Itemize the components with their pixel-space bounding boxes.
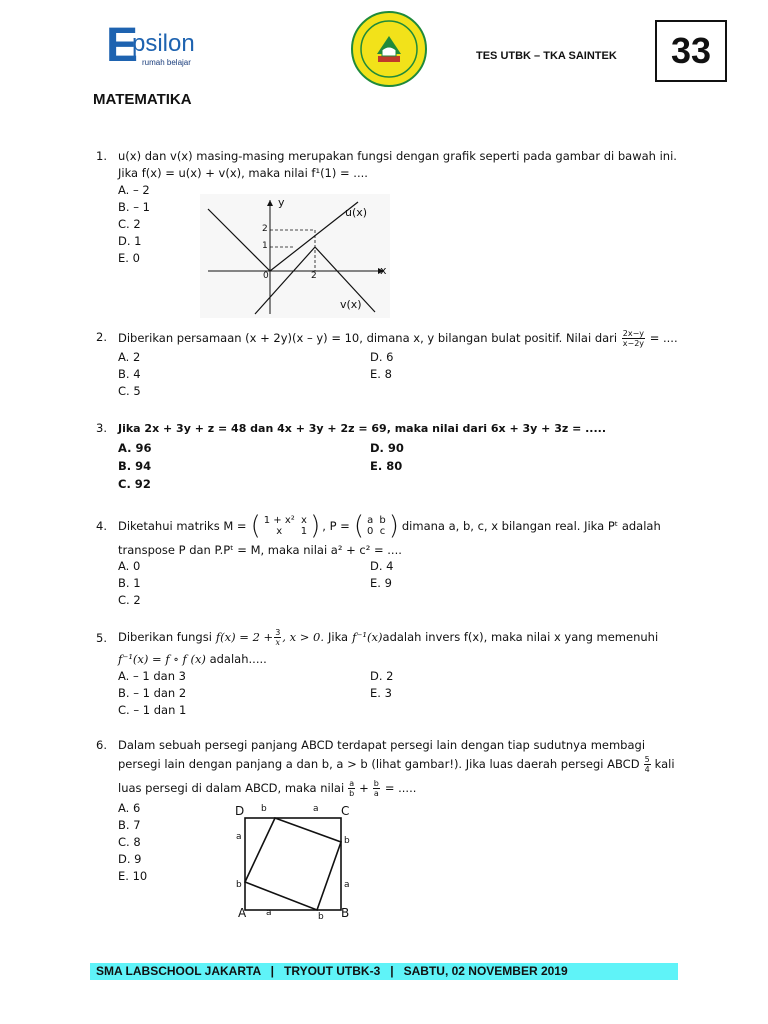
subject-heading: MATEMATIKA: [93, 91, 192, 108]
q1-text-line1: u(x) dan v(x) masing-masing merupakan fungsi dengan grafik seperti pada gambar di bawah ini.: [118, 149, 677, 163]
q4-text-part2: , P =: [322, 518, 350, 533]
q1-graph-xtick-2: 2: [311, 271, 317, 281]
q6-ratio-num: 5: [644, 754, 650, 764]
q5-text-part1: Diberikan fungsi: [118, 629, 212, 644]
q4-text-part3: dimana a, b, c, x bilangan real. Jika Pᵗ adalah: [401, 518, 661, 533]
matrix-m-22: 1: [300, 526, 308, 537]
q2-text-main: Diberikan persamaan (x + 2y)(x – y) = 10, dimana x, y bilangan bulat positif. Nilai dari: [118, 331, 618, 345]
q6-frac-b-a-den: a: [373, 788, 379, 798]
q6-vertex-c: C: [341, 804, 350, 818]
q2-option-b: B. 4: [118, 367, 141, 381]
q5-function-fraction-num: 3: [275, 627, 281, 637]
q1-option-c: C. 2: [118, 217, 141, 231]
q4-text-line2: transpose P dan P.Pᵗ = M, maka nilai a² + c² = ....: [118, 543, 402, 557]
q1-graph-y-label: y: [278, 196, 285, 209]
q6-text-line3: [118, 776, 416, 800]
q6-side-a-top: a: [313, 804, 319, 814]
q1-option-b: B. – 1: [118, 200, 150, 214]
q1-graph: [200, 194, 390, 318]
brand-logo-e: E: [106, 19, 139, 72]
q3-option-b: B. 94: [118, 459, 152, 473]
q2-option-e: E. 8: [370, 367, 392, 381]
q5-text-line1: [118, 624, 658, 650]
q5-function-condition: , x > 0.: [282, 629, 325, 644]
q5-option-b: B. – 1 dan 2: [118, 686, 187, 700]
q3-number: 3.: [96, 421, 107, 435]
q1-graph-tick-2: 2: [262, 224, 268, 234]
matrix-m-12: x: [300, 515, 307, 526]
q2-number: 2.: [96, 330, 107, 344]
matrix-m-11: 1 + x²: [263, 515, 295, 526]
exam-title: TES UTBK – TKA SAINTEK: [476, 50, 617, 62]
q4-option-c: C. 2: [118, 593, 141, 607]
q1-option-d: D. 1: [118, 234, 142, 248]
q5-option-e: E. 3: [370, 686, 392, 700]
q1-graph-origin: 0: [263, 271, 269, 281]
q6-text-line2b: kali: [654, 756, 675, 771]
q4-option-a: A. 0: [118, 559, 141, 573]
q2-option-d: D. 6: [370, 350, 394, 364]
q6-frac-b-a-num: b: [373, 778, 379, 788]
matrix-p-12: b: [379, 515, 386, 526]
q5-text-line2: [118, 651, 267, 668]
q6-frac-a-b-num: a: [349, 778, 355, 788]
q6-side-b-right: b: [344, 836, 350, 846]
q6-text-line3a: luas persegi di dalam ABCD, maka nilai: [118, 780, 345, 795]
q2-fraction-num: 2x−y: [622, 329, 645, 338]
matrix-p-11: a: [367, 515, 374, 526]
q2-text-tail: = ....: [649, 331, 678, 345]
q5-text-part3: adalah invers f(x), maka nilai x yang memenuhi: [382, 629, 659, 644]
q5-function-fraction-den: x: [275, 637, 280, 647]
q4-number: 4.: [96, 519, 107, 533]
q3-text: Jika 2x + 3y + z = 48 dan 4x + 3y + 2z = 69, maka nilai dari 6x + 3y + 3z = .....: [118, 422, 607, 435]
q3-option-a: A. 96: [118, 441, 152, 455]
q2-fraction: [622, 329, 645, 348]
q5-function-def: f(x) = 2 +: [215, 629, 274, 644]
q6-ratio-den: 4: [644, 764, 650, 774]
q6-option-b: B. 7: [118, 818, 141, 832]
q1-number: 1.: [96, 149, 107, 163]
q2-option-a: A. 2: [118, 350, 141, 364]
q3-option-d: D. 90: [370, 441, 404, 455]
q5-inverse: f⁻¹(x): [352, 629, 383, 644]
q1-graph-v-label: v(x): [340, 298, 362, 311]
matrix-p-21: 0: [366, 526, 374, 537]
q1-text-line2: Jika f(x) = u(x) + v(x), maka nilai f¹(1) = ....: [118, 166, 368, 180]
brand-logo-name: psilon: [132, 30, 195, 57]
brand-logo-tagline: rumah belajar: [142, 58, 191, 67]
q5-function-fraction: [274, 628, 281, 647]
footer-bar: SMA LABSCHOOL JAKARTA | TRYOUT UTBK-3 | SABTU, 02 NOVEMBER 2019: [90, 963, 678, 980]
matrix-m: ( 1 + x² x x 1 ): [250, 511, 321, 541]
q5-option-a: A. – 1 dan 3: [118, 669, 186, 683]
q6-text-line2a: persegi lain dengan panjang a dan b, a > b (lihat gambar!). Jika luas daerah persegi ABCD: [118, 756, 640, 771]
q6-ratio: [644, 755, 651, 774]
q6-option-e: E. 10: [118, 869, 148, 883]
q6-side-b-top: b: [261, 804, 267, 814]
q6-square-figure: [230, 800, 360, 922]
q4-text-part1: Diketahui matriks M =: [118, 518, 247, 533]
q4-option-d: D. 4: [370, 559, 394, 573]
q6-side-a-bottom: a: [266, 908, 272, 918]
q1-graph-u-label: u(x): [345, 206, 368, 219]
q6-text-line2: [118, 752, 675, 776]
q1-graph-tick-1: 1: [262, 241, 268, 251]
q3-option-e: E. 80: [370, 459, 403, 473]
q5-number: 5.: [96, 631, 107, 645]
q5-text-part4: adalah.....: [209, 652, 267, 666]
q1-option-a: A. – 2: [118, 183, 150, 197]
q6-number: 6.: [96, 738, 107, 752]
q6-frac-a-b: [348, 779, 355, 798]
q5-option-c: C. – 1 dan 1: [118, 703, 187, 717]
q2-option-c: C. 5: [118, 384, 141, 398]
q4-option-e: E. 9: [370, 576, 392, 590]
q6-vertex-d: D: [235, 804, 245, 818]
matrix-m-21: x: [276, 526, 283, 537]
q1-graph-x-label: x: [380, 264, 387, 277]
q5-option-d: D. 2: [370, 669, 394, 683]
q5-text-part2: Jika: [328, 629, 349, 644]
q6-text-line3b: = .....: [384, 780, 417, 795]
q6-frac-a-b-den: b: [349, 788, 355, 798]
q6-text-line1: Dalam sebuah persegi panjang ABCD terdapat persegi lain dengan tiap sudutnya membagi: [118, 738, 646, 752]
q6-side-a-right: a: [344, 880, 350, 890]
q2-fraction-den: x−2y: [622, 339, 645, 348]
q4-option-b: B. 1: [118, 576, 141, 590]
q6-frac-b-a: [373, 779, 380, 798]
matrix-p: ( a b 0 c ): [353, 511, 399, 541]
q6-side-a-left: a: [236, 832, 242, 842]
q5-equation: f⁻¹(x) = f ∘ f (x): [118, 652, 206, 666]
q6-option-a: A. 6: [118, 801, 141, 815]
page-number-box: 33: [655, 20, 727, 82]
q6-plus: +: [359, 780, 369, 795]
q4-text-line1: [118, 510, 661, 542]
q6-side-b-left: b: [236, 880, 242, 890]
q6-vertex-b: B: [341, 906, 350, 920]
q2-text: [118, 329, 678, 348]
q3-option-c: C. 92: [118, 477, 151, 491]
brand-logo: [106, 19, 216, 76]
q6-option-d: D. 9: [118, 852, 142, 866]
school-seal: [350, 10, 428, 88]
q6-option-c: C. 8: [118, 835, 141, 849]
matrix-p-22: c: [379, 526, 386, 537]
q1-option-e: E. 0: [118, 251, 140, 265]
q6-vertex-a: A: [238, 906, 247, 920]
q6-side-b-bottom: b: [318, 912, 324, 922]
